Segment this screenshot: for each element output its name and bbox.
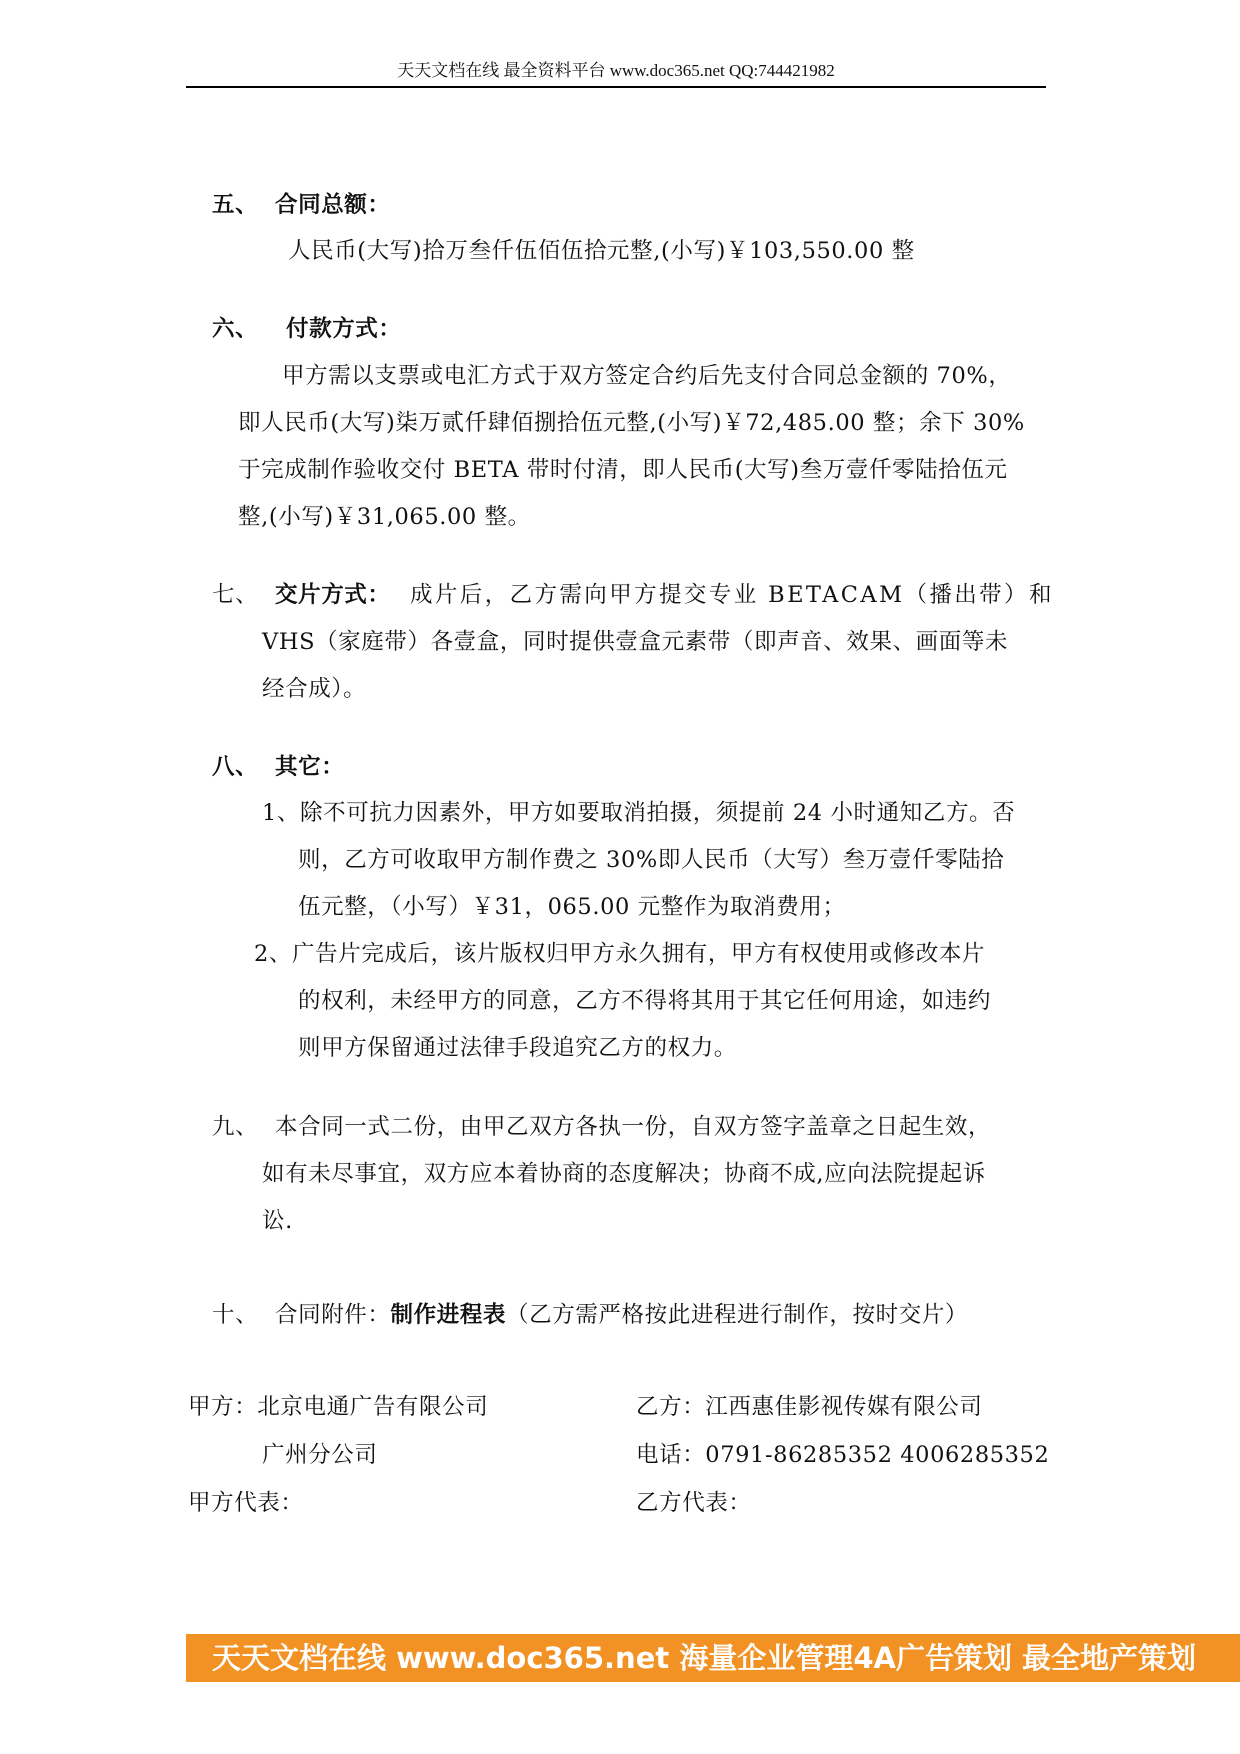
section-10-prefix: 合同附件： [275, 1302, 391, 1328]
section-10-attachment-name: 制作进程表 [390, 1302, 507, 1328]
section-7-number: 七、 [212, 582, 259, 608]
section-6-number: 六、 [212, 316, 259, 342]
footer-banner: 天天文档在线 www.doc365.net 海量企业管理4A广告策划 最全地产策划 [186, 1634, 1240, 1682]
section-8-item-1-line-2: 则，乙方可收取甲方制作费之 30%即人民币（大写）叁万壹仟零陆拾 [298, 847, 1005, 873]
party-b-name: 乙方：江西惠佳影视传媒有限公司 [636, 1394, 983, 1420]
section-7-line-3: 经合成）。 [262, 676, 367, 702]
section-7-title: 交片方式： [275, 582, 391, 608]
party-a-representative: 甲方代表： [188, 1490, 304, 1516]
section-10-suffix: （乙方需严格按此进程进行制作，按时交片） [506, 1302, 969, 1328]
section-8-title: 其它： [275, 754, 345, 780]
section-6-title: 付款方式： [286, 316, 402, 342]
party-b-phone: 电话：0791-86285352 4006285352 [636, 1442, 1050, 1468]
section-9-line-2: 如有未尽事宜，双方应本着协商的态度解决；协商不成,应向法院提起诉 [262, 1161, 986, 1187]
section-8-item-1-line-3: 伍元整，（小写）￥31，065.00 元整作为取消费用； [298, 894, 846, 920]
section-6-line-2: 即人民币(大写)柒万贰仟肆佰捌拾伍元整,(小写)￥72,485.00 整；余下 30% [238, 410, 1025, 436]
section-9-first-line: 本合同一式二份，由甲乙双方各执一份，自双方签字盖章之日起生效， [275, 1114, 992, 1140]
section-9-number: 九、 [212, 1114, 259, 1140]
section-9-line-3: 讼. [262, 1208, 293, 1234]
section-8-item-1-line-1: 1、除不可抗力因素外，甲方如要取消拍摄，须提前 24 小时通知乙方。否 [262, 800, 1016, 826]
section-7-first-line: 成片后，乙方需向甲方提交专业 BETACAM（播出带）和 [410, 582, 1054, 608]
party-b-representative: 乙方代表： [636, 1490, 752, 1516]
party-a-name: 甲方：北京电通广告有限公司 [188, 1394, 489, 1420]
section-6-line-4: 整,(小写)￥31,065.00 整。 [238, 504, 531, 530]
section-8-item-2-line-2: 的权利，未经甲方的同意，乙方不得将其用于其它任何用途，如违约 [298, 988, 992, 1014]
section-8-number: 八、 [212, 754, 259, 780]
section-7-line-2: VHS（家庭带）各壹盒，同时提供壹盒元素带（即声音、效果、画面等未 [262, 629, 1009, 655]
section-6-line-1: 甲方需以支票或电汇方式于双方签定合约后先支付合同总金额的 70%， [282, 363, 1012, 389]
section-5-text: 人民币(大写)拾万叁仟伍佰伍拾元整,(小写)￥103,550.00 整 [288, 238, 915, 264]
section-6-line-3: 于完成制作验收交付 BETA 带时付清，即人民币(大写)叁万壹仟零陆拾伍元 [238, 457, 1008, 483]
page-header: 天天文档在线 最全资料平台 www.doc365.net QQ:744421982 [186, 58, 1046, 88]
section-5-number: 五、 [212, 192, 259, 218]
section-10-number: 十、 [212, 1302, 259, 1328]
party-a-branch: 广州分公司 [262, 1442, 378, 1468]
section-10-text [275, 1300, 968, 1330]
section-5-title: 合同总额： [275, 192, 391, 218]
section-8-item-2-line-3: 则甲方保留通过法律手段追究乙方的权力。 [298, 1035, 737, 1061]
section-8-item-2-line-1: 2、广告片完成后，该片版权归甲方永久拥有，甲方有权使用或修改本片 [254, 941, 986, 967]
